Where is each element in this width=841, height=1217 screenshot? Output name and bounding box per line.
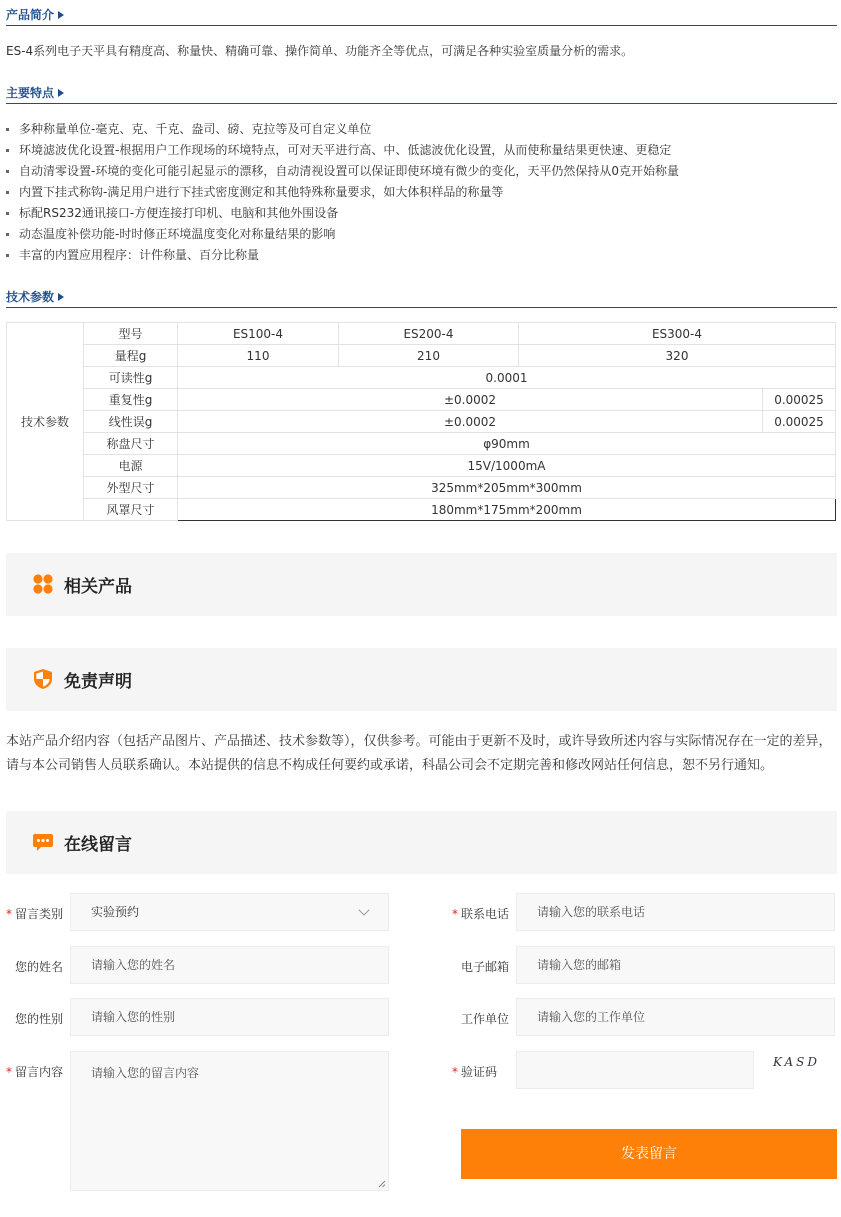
related-products-bar	[6, 553, 837, 616]
message-bar	[6, 811, 837, 874]
capacity-cell: 210	[339, 345, 519, 367]
chevron-down-icon	[358, 904, 369, 915]
name-label: 您的姓名	[15, 960, 64, 974]
linearity-cell: ±0.0002	[178, 411, 763, 433]
row-label-power: 电源	[84, 455, 178, 477]
company-input[interactable]: 请输入您的工作单位	[516, 998, 835, 1036]
power-cell: 15V/1000mA	[178, 455, 836, 477]
required-mark: *	[452, 907, 458, 921]
category-label: * 留言类别	[6, 907, 64, 921]
triangle-right-icon	[58, 89, 64, 97]
captcha-image[interactable]: KASD	[773, 1055, 820, 1069]
bullet-icon	[6, 170, 9, 173]
row-label-model: 型号	[84, 323, 178, 345]
table-row	[7, 367, 836, 389]
row-label-capacity: 量程g	[84, 345, 178, 367]
resize-handle-icon[interactable]	[378, 1180, 386, 1188]
related-products-title: 相关产品	[64, 577, 132, 597]
shield-icon	[32, 668, 54, 690]
table-row	[7, 411, 836, 433]
content-label: * 留言内容	[6, 1065, 64, 1079]
table-row	[7, 433, 836, 455]
company-label: 工作单位	[461, 1012, 510, 1026]
table-row	[7, 477, 836, 499]
capacity-cell: 110	[178, 345, 339, 367]
phone-input[interactable]: 请输入您的联系电话	[516, 893, 835, 931]
shield-cell: 180mm*175mm*200mm	[178, 499, 836, 521]
gender-label: 您的性别	[15, 1012, 64, 1026]
required-mark: *	[6, 907, 12, 921]
capacity-cell: 320	[519, 345, 836, 367]
captcha-input[interactable]	[516, 1051, 754, 1089]
table-row	[7, 499, 836, 521]
bullet-icon	[6, 254, 9, 257]
bullet-icon	[6, 128, 9, 131]
feature-item: 多种称量单位-毫克、克、千克、盎司、磅、克拉等及可自定义单位	[6, 119, 679, 140]
phone-label: * 联系电话	[452, 907, 510, 921]
content-textarea[interactable]: 请输入您的留言内容	[70, 1051, 389, 1191]
repeatability-alt-cell: 0.00025	[763, 389, 836, 411]
linearity-alt-cell: 0.00025	[763, 411, 836, 433]
bullet-icon	[6, 233, 9, 236]
table-row	[7, 455, 836, 477]
name-input[interactable]: 请输入您的姓名	[70, 946, 389, 984]
section-header-features	[6, 82, 837, 104]
bullet-icon	[6, 212, 9, 215]
feature-item: 动态温度补偿功能-时时修正环境温度变化对称量结果的影响	[6, 224, 679, 245]
submit-button[interactable]: 发表留言	[461, 1129, 837, 1179]
triangle-right-icon	[58, 293, 64, 301]
readability-cell: 0.0001	[178, 367, 836, 389]
model-cell: ES300-4	[519, 323, 836, 345]
disclaimer-title: 免责声明	[64, 672, 132, 692]
model-cell: ES100-4	[178, 323, 339, 345]
pan-cell: φ90mm	[178, 433, 836, 455]
spec-table	[6, 322, 836, 521]
feature-item: 环境滤波优化设置-根据用户工作现场的环境特点，可对天平进行高、中、低滤波优化设置，从而使称量结果更快速、更稳定	[6, 140, 679, 161]
triangle-right-icon	[58, 11, 64, 19]
section-title-intro: 产品简介	[6, 8, 55, 22]
section-title-features: 主要特点	[6, 86, 55, 100]
feature-item: 自动清零设置-环境的变化可能引起显示的漂移，自动清视设置可以保证即使环境有微少的变化，天平仍然保持从0克开始称量	[6, 161, 679, 182]
chat-bubble-icon	[32, 831, 54, 853]
feature-item: 标配RS232通讯接口-方便连接打印机、电脑和其他外围设备	[6, 203, 679, 224]
feature-item: 内置下挂式称钩-满足用户进行下挂式密度测定和其他特殊称量要求，如大体积样品的称量等	[6, 182, 679, 203]
table-row	[7, 389, 836, 411]
repeatability-cell: ±0.0002	[178, 389, 763, 411]
section-header-intro	[6, 4, 837, 26]
disclaimer-bar	[6, 648, 837, 711]
row-label-repeatability: 重复性g	[84, 389, 178, 411]
captcha-label: * 验证码	[452, 1065, 498, 1079]
required-mark: *	[6, 1065, 12, 1079]
gender-input[interactable]: 请输入您的性别	[70, 998, 389, 1036]
table-row	[7, 345, 836, 367]
table-row	[7, 323, 836, 345]
message-title: 在线留言	[64, 835, 132, 855]
model-cell: ES200-4	[339, 323, 519, 345]
row-label-linearity: 线性误g	[84, 411, 178, 433]
row-label-shield: 风罩尺寸	[84, 499, 178, 521]
row-label-readability: 可读性g	[84, 367, 178, 389]
required-mark: *	[452, 1065, 458, 1079]
clover-icon	[32, 573, 54, 595]
bullet-icon	[6, 149, 9, 152]
row-label-size: 外型尺寸	[84, 477, 178, 499]
bullet-icon	[6, 191, 9, 194]
intro-text: ES-4系列电子天平具有精度高、称量快、精确可靠、操作简单、功能齐全等优点，可满足各种实验室质量分析的需求。	[6, 44, 634, 58]
spec-group-label: 技术参数	[7, 323, 84, 521]
feature-item: 丰富的内置应用程序：计件称量、百分比称量	[6, 245, 679, 266]
disclaimer-text: 本站产品介绍内容（包括产品图片、产品描述、技术参数等），仅供参考。可能由于更新不及时，或许导致所述内容与实际情况存在一定的差异，请与本公司销售人员联系确认。本站提供的信息不构成任何要约或承诺，科晶公司会不定期完善和修改网站任何信息，恕不另行通知。	[6, 734, 832, 773]
section-title-params: 技术参数	[6, 290, 55, 304]
email-input[interactable]: 请输入您的邮箱	[516, 946, 835, 984]
email-label: 电子邮箱	[461, 960, 510, 974]
size-cell: 325mm*205mm*300mm	[178, 477, 836, 499]
section-header-params	[6, 286, 837, 308]
category-select[interactable]: 实验预约	[70, 893, 389, 931]
row-label-pan: 称盘尺寸	[84, 433, 178, 455]
feature-list	[6, 119, 679, 266]
